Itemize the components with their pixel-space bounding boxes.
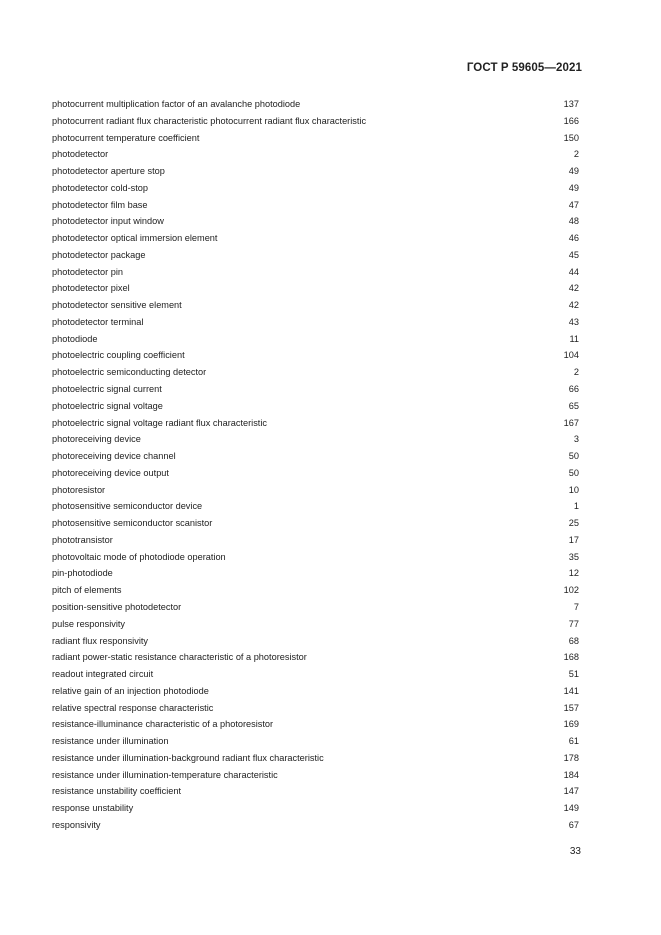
index-entry	[52, 565, 579, 582]
index-term: photocurrent multiplication factor of an avalanche photodiode	[52, 99, 301, 109]
index-page-ref: 49	[568, 166, 579, 177]
index-page-ref: 49	[568, 182, 579, 193]
index-term: photoelectric signal current	[52, 384, 162, 395]
index-term: resistance-illuminance characteristic of a photoresistor	[52, 719, 274, 730]
index-term: photoelectric signal voltage radiant flux characteristic	[52, 417, 267, 428]
index-term: photodetector cold-stop	[52, 182, 149, 193]
index-page-ref: 12	[568, 568, 579, 579]
index-term: photodiode	[52, 333, 98, 344]
index-term: photodetector optical immersion element	[52, 233, 218, 244]
index-term: position-sensitive photodetector	[52, 601, 182, 612]
index-page-ref: 65	[568, 400, 579, 411]
index-term: photovoltaic mode of photodiode operation	[52, 551, 226, 562]
index-entry	[52, 230, 579, 247]
index-term: photoreceiving device output	[52, 467, 169, 478]
index-page-ref: 150	[563, 132, 579, 143]
index-page-ref: 157	[563, 702, 579, 713]
index-term: photodetector sensitive element	[52, 300, 182, 311]
index-entry	[52, 582, 579, 599]
index-entry	[52, 448, 579, 465]
index-page-ref: 42	[568, 300, 579, 311]
index-entry	[52, 130, 579, 147]
index-page-ref: 45	[568, 249, 579, 260]
index-term: pin-photodiode	[52, 568, 113, 579]
index-term: radiant power-static resistance characteristic of a photoresistor	[52, 652, 307, 663]
index-entry	[52, 146, 579, 163]
index-page-ref: 43	[568, 316, 579, 327]
index-term: photodetector package	[52, 249, 146, 260]
index-term: photodetector terminal	[52, 316, 144, 327]
index-term: photoelectric signal voltage	[52, 400, 163, 411]
index-entry	[52, 113, 579, 130]
index-page-ref: 50	[568, 467, 579, 478]
index-term: photoelectric semiconducting detector	[52, 367, 207, 378]
index-entry	[52, 364, 579, 381]
index-term: resistance under illumination	[52, 736, 169, 747]
index-page-ref: 61	[568, 736, 579, 747]
index-entry	[52, 515, 579, 532]
index-page-ref: 47	[568, 199, 579, 210]
index-entry	[52, 314, 579, 331]
index-entry	[52, 381, 579, 398]
document-header: ГОСТ Р 59605—2021	[466, 62, 582, 74]
index-page-ref: 137	[563, 99, 579, 109]
index-page-ref: 1	[573, 501, 579, 512]
index-term: photodetector film base	[52, 199, 148, 210]
index-entry	[52, 247, 579, 264]
index-term: relative gain of an injection photodiode	[52, 685, 209, 696]
index-term: photodetector aperture stop	[52, 166, 165, 177]
index-page-ref: 10	[568, 484, 579, 495]
index-page-ref: 50	[568, 451, 579, 462]
index-entry	[52, 331, 579, 348]
index-entry	[52, 767, 579, 784]
index-entry	[52, 96, 579, 113]
index-term: photodetector	[52, 149, 109, 160]
index-term: pulse responsivity	[52, 618, 126, 629]
index-page-ref: 178	[563, 752, 579, 763]
index-entry	[52, 197, 579, 214]
index-entry	[52, 398, 579, 415]
index-term: photoreceiving device	[52, 434, 141, 445]
index-page-ref: 44	[568, 266, 579, 277]
index-page-ref: 166	[563, 115, 579, 126]
index-entry	[52, 532, 579, 549]
index-term: resistance under illumination-temperature characteristic	[52, 769, 278, 780]
index-page-ref: 7	[573, 601, 579, 612]
index-entry	[52, 498, 579, 515]
index-term: photocurrent temperature coefficient	[52, 132, 200, 143]
index-term: photosensitive semiconductor scanistor	[52, 518, 213, 529]
index-page-ref: 67	[568, 819, 579, 830]
index-term: radiant flux responsivity	[52, 635, 149, 646]
index-page-ref: 68	[568, 635, 579, 646]
page-number: 33	[569, 846, 581, 857]
index-entry	[52, 163, 579, 180]
index-page-ref: 2	[573, 149, 579, 160]
index-entry	[52, 649, 579, 666]
index-term: photoelectric coupling coefficient	[52, 350, 185, 361]
index-page-ref: 3	[573, 434, 579, 445]
index-entry	[52, 666, 579, 683]
index-term: photodetector pin	[52, 266, 124, 277]
index-entry	[52, 297, 579, 314]
index-entry	[52, 213, 579, 230]
index-entry	[52, 347, 579, 364]
index-entry	[52, 783, 579, 800]
index-entry	[52, 616, 579, 633]
index-term: relative spectral response characteristic	[52, 702, 214, 713]
index-page-ref: 17	[568, 534, 579, 545]
index-page-ref: 77	[568, 618, 579, 629]
index-page-ref: 11	[569, 333, 579, 344]
index-term: phototransistor	[52, 534, 113, 545]
index-entry	[52, 700, 579, 717]
index-entry	[52, 180, 579, 197]
index-entry	[52, 482, 579, 499]
index-entry	[52, 733, 579, 750]
index-term: resistance unstability coefficient	[52, 786, 182, 797]
index-entry	[52, 549, 579, 566]
index-term: readout integrated circuit	[52, 669, 154, 680]
index-entry	[52, 599, 579, 616]
index-page-ref: 149	[563, 803, 579, 814]
index-page-ref: 141	[563, 685, 579, 696]
index-entry	[52, 750, 579, 767]
index-term: photodetector input window	[52, 216, 164, 227]
index-term: photodetector pixel	[52, 283, 130, 294]
index-page-ref: 66	[568, 384, 579, 395]
index-entry	[52, 431, 579, 448]
index-term: photoreceiving device channel	[52, 451, 176, 462]
index-term: resistance under illumination-background radiant flux characteristic	[52, 752, 324, 763]
index-page-ref: 168	[563, 652, 579, 663]
index-page-ref: 48	[568, 216, 579, 227]
index-page-ref: 167	[563, 417, 579, 428]
index-entry	[52, 415, 579, 432]
index-entry	[52, 716, 579, 733]
index-page-ref: 25	[568, 518, 579, 529]
index-page-ref: 102	[563, 585, 579, 596]
index-entry	[52, 683, 579, 700]
index-entry	[52, 465, 579, 482]
index-page-ref: 104	[563, 350, 579, 361]
index-page-ref: 147	[563, 786, 579, 797]
index-page-ref: 169	[563, 719, 579, 730]
index-page-ref: 51	[568, 669, 579, 680]
index-term: pitch of elements	[52, 585, 122, 596]
index-page-ref: 35	[568, 551, 579, 562]
index-entry	[52, 817, 579, 834]
index-page-ref: 184	[563, 769, 579, 780]
index-page-ref: 46	[568, 233, 579, 244]
index-term: photosensitive semiconductor device	[52, 501, 203, 512]
index-entry	[52, 800, 579, 817]
index-term: responsivity	[52, 819, 101, 830]
alphabetical-index	[52, 96, 579, 834]
index-term: photoresistor	[52, 484, 106, 495]
index-term: photocurrent radiant flux characteristic photocurrent radiant flux characteristic	[52, 115, 367, 126]
index-entry	[52, 633, 579, 650]
index-entry	[52, 264, 579, 281]
index-term: response unstability	[52, 803, 134, 814]
index-entry	[52, 280, 579, 297]
index-page-ref: 2	[573, 367, 579, 378]
index-page-ref: 42	[568, 283, 579, 294]
